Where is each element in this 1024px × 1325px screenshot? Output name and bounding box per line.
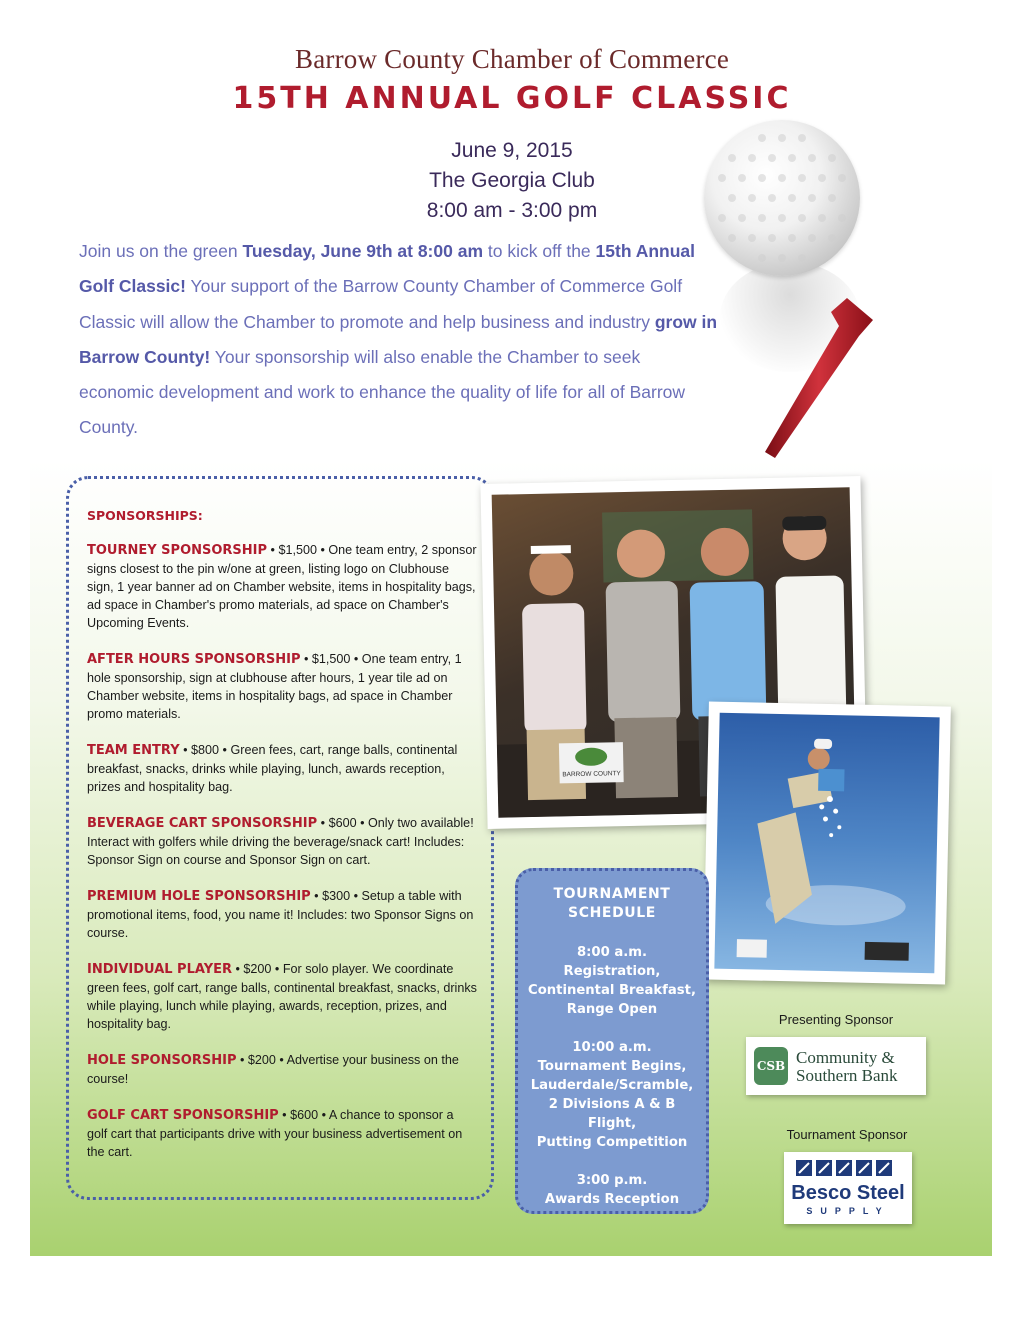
sponsorship-description: • $300 • Setup a table with promotional items, food, you name it! Includes: two Sponsor Signs on course. [87,889,474,940]
tournament-sponsor-label: Tournament Sponsor [786,1127,908,1142]
sponsorship-name: AFTER HOURS SPONSORSHIP [87,652,301,667]
golf-ball-dimples [704,120,860,276]
schedule-block [524,1038,700,1152]
presenting-sponsor-label: Presenting Sponsor [778,1012,894,1027]
sponsorship-name: PREMIUM HOLE SPONSORSHIP [87,889,311,904]
bucket-photo-illustration [714,713,939,974]
intro-paragraph [79,234,719,446]
intro-text: to kick off the [483,241,596,261]
community-southern-bank-logo [746,1037,926,1095]
csb-name-line: Southern Bank [796,1066,898,1085]
sponsorship-description: • $800 • Green fees, cart, range balls, continental breakfast, snacks, drinks while playing, lunch, awards reception, prizes and hospitality bag. [87,743,458,794]
csb-monogram: CSB [754,1047,788,1085]
schedule-line: Putting Competition [536,1135,688,1150]
sponsorship-item [87,814,477,869]
golf-tee-image [755,290,875,470]
besco-sub: SUPPLY [806,1206,890,1216]
csb-name-line: Community & [796,1048,895,1067]
sponsorship-description: • $1,500 • One team entry, 1 hole sponsorship, sign at clubhouse after hours, 1 year tile ad on Chamber website, items in hospitality bags, ad space in Chamber promo materials. [87,652,462,721]
sponsorship-name: TOURNEY SPONSORSHIP [87,543,268,558]
sponsorship-name: BEVERAGE CART SPONSORSHIP [87,816,318,831]
sponsorship-item [87,541,477,632]
sponsorship-description: • $600 • Only two available! Interact with golfers while driving the beverage/snack cart! Includes: Sponsor Sign on course and Sponsor Sign on cart. [87,816,474,867]
event-time: 8:00 am - 3:00 pm [426,199,598,222]
sponsorship-item [87,960,477,1033]
sponsorship-name: HOLE SPONSORSHIP [87,1053,237,1068]
intro-highlight-growth: grow in Barrow County! [79,311,718,367]
sponsorship-item [87,887,477,942]
event-venue: The Georgia Club [429,169,595,192]
range-ball-bucket-photo [703,701,951,984]
barrow-county-sign-text: BARROW COUNTY [562,770,621,779]
intro-highlight-date: Tuesday, June 9th at 8:00 am [242,241,484,261]
schedule-line: 2 Divisions A & B Flight, [548,1097,676,1131]
schedule-block [524,943,700,1019]
event-details [0,136,1024,226]
schedule-line: Tournament Begins, [537,1059,687,1074]
intro-text: Your support of the Barrow County Chamber of Commerce Golf Classic will allow the Chamber to promote and help business and industry [79,276,683,332]
sponsorship-item [87,1106,477,1161]
schedule-time: 3:00 p.m. [576,1173,648,1188]
event-title: 15TH ANNUAL GOLF CLASSIC [232,81,792,116]
schedule-title [524,885,700,923]
sponsorship-name: TEAM ENTRY [87,743,180,758]
schedule-block [524,1171,700,1209]
sponsorship-name: GOLF CART SPONSORSHIP [87,1108,279,1123]
csb-name [796,1049,898,1085]
sponsorship-item [87,1051,477,1088]
intro-text: Your sponsorship will also enable the Chamber to seek economic development and work to enhance the quality of life for all of Barrow County. [79,346,686,438]
intro-highlight-event: 15th Annual Golf Classic! [79,241,696,297]
event-date: June 9, 2015 [451,139,573,162]
sponsorship-description: • $1,500 • One team entry, 2 sponsor signs closest to the pin w/one at green, listing logo on Clubhouse sign, 1 year banner ad on Chamber website, items in hospitality bags, ad space in Chamber's promo materials, ad space on Chamber's Upcoming Events. [87,543,477,630]
tournament-schedule-box [515,868,709,1214]
sponsorship-description: • $200 • For solo player. We coordinate green fees, golf cart, range balls, continental breakfast, snacks, drinks while playing, lunch while playing, awards, reception, prizes, and hospitality bag. [87,962,477,1031]
sponsorship-item [87,650,477,723]
besco-steel-logo [784,1152,912,1224]
schedule-line: Awards Reception [544,1192,680,1207]
sponsorship-item [87,741,477,796]
sponsorships-list [87,508,477,1179]
sponsorship-name: INDIVIDUAL PLAYER [87,962,232,977]
schedule-time: 8:00 a.m. [576,945,648,960]
schedule-line: Lauderdale/Scramble, [530,1078,694,1093]
sponsorships-heading: SPONSORSHIPS: [87,508,203,523]
schedule-time: 10:00 a.m. [572,1040,652,1055]
schedule-line: Range Open [566,1002,658,1017]
intro-text: Join us on the green [79,241,243,261]
sponsorship-description: • $200 • Advertise your business on the course! [87,1053,459,1086]
schedule-title-line: SCHEDULE [568,905,656,921]
sponsorship-description: • $600 • A chance to sponsor a golf cart that participants drive with your business advertisement on the cart. [87,1108,463,1159]
schedule-line: Continental Breakfast, [528,983,696,998]
schedule-title-line: TOURNAMENT [553,886,671,902]
besco-icon-row [784,1156,912,1184]
bucket-photo-image [714,713,939,974]
schedule-line: Registration, [563,964,661,979]
flyer-header [0,44,1024,116]
organization-name: Barrow County Chamber of Commerce [295,44,729,74]
besco-name: Besco Steel [791,1182,905,1204]
golf-ball-image [704,120,860,276]
